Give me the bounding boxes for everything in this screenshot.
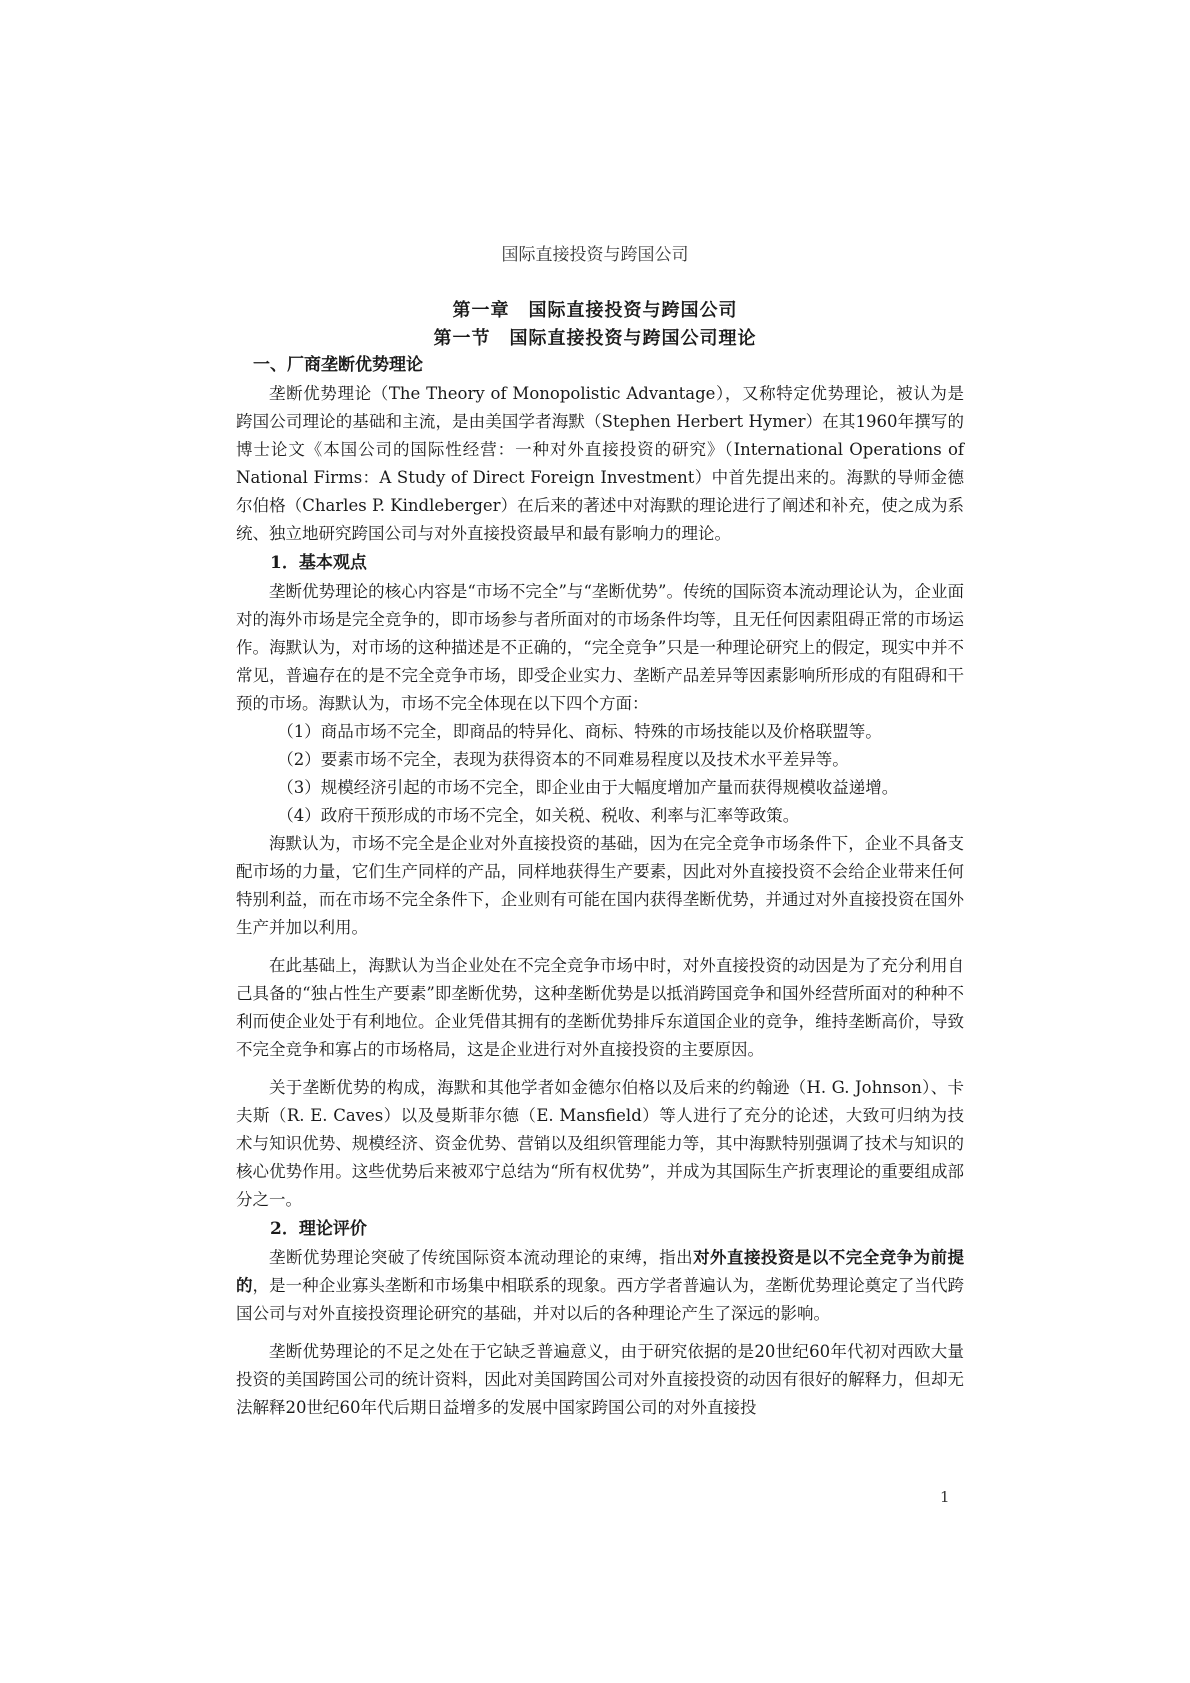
evaluation-emphasis: 对外直接投资是以不完全竞争为前提的 (236, 1248, 965, 1295)
paragraph-evaluation (236, 1244, 964, 1328)
paragraph-fdi-motive: 在此基础上，海默认为当企业处在不完全竞争市场中时，对外直接投资的动因是为了充分利用自己具备的“独占性生产要素”即垄断优势，这种垄断优势是以抵消跨国竞争和国外经营所面对的种种不利而使企业处于有利地位。企业凭借其拥有的垄断优势排斥东道国企业的竞争，维持垄断高价，导致不完全竞争和寡占的市场格局，这是企业进行对外直接投资的主要原因。 (236, 956, 964, 1059)
heading-monopolistic-advantage: 一、厂商垄断优势理论 (253, 355, 423, 375)
chapter-title: 第一章 国际直接投资与跨国公司 (452, 300, 738, 321)
body-text (236, 350, 964, 1422)
list-item: （1）商品市场不完全，即商品的特异化、商标、特殊的市场技能以及价格联盟等。 (277, 722, 882, 741)
paragraph-advantage-composition: 关于垄断优势的构成，海默和其他学者如金德尔伯格以及后来的约翰逊（H. G. Johnson）、卡夫斯（R. E. Caves）以及曼斯菲尔德（E. Mansfield）等人进行了充分的论述，大致可归纳为技术与知识优势、规模经济、资金优势、营销以及组织管理能力等，其中海默特别强调了技术与知识的核心优势作用。这些优势后来被邓宁总结为“所有权优势”，并成为其国际生产折衷理论的重要组成部分之一。 (236, 1078, 964, 1209)
paragraph-intro: 垄断优势理论（The Theory of Monopolistic Advantage），又称特定优势理论，被认为是跨国公司理论的基础和主流，是由美国学者海默（Stephen Herbert Hymer）在其1960年撰写的博士论文《本国公司的国际性经营：一种对外直接投资的研究》（International Operations of National Firms：A Study of Direct Foreign Investment）中首先提出来的。海默的导师金德尔伯格（Charles P. Kindleberger）在后来的著述中对海默的理论进行了阐述和补充，使之成为系统、独立地研究跨国公司与对外直接投资最早和最有影响力的理论。 (236, 384, 964, 543)
section-title: 第一节 国际直接投资与跨国公司理论 (433, 328, 757, 349)
list-item: （3）规模经济引起的市场不完全，即企业由于大幅度增加产量而获得规模收益递增。 (277, 778, 899, 797)
page-number: 1 (940, 1488, 950, 1506)
heading-basic-views: 1．基本观点 (270, 553, 367, 573)
running-header: 国际直接投资与跨国公司 (501, 245, 689, 265)
list-item: （2）要素市场不完全，表现为获得资本的不同难易程度以及技术水平差异等。 (277, 750, 849, 769)
list-item: （4）政府干预形成的市场不完全，如关税、税收、利率与汇率等政策。 (277, 806, 800, 825)
heading-theory-evaluation: 2．理论评价 (270, 1219, 367, 1239)
paragraph-fdi-basis: 海默认为，市场不完全是企业对外直接投资的基础，因为在完全竞争市场条件下，企业不具备支配市场的力量，它们生产同样的产品，同样地获得生产要素，因此对外直接投资不会给企业带来任何特别利益，而在市场不完全条件下，企业则有可能在国内获得垄断优势，并通过对外直接投资在国外生产并加以利用。 (236, 834, 964, 937)
paragraph-market-imperfection: 垄断优势理论的核心内容是“市场不完全”与“垄断优势”。传统的国际资本流动理论认为，企业面对的海外市场是完全竞争的，即市场参与者所面对的市场条件均等，且无任何因素阻碍正常的市场运作。海默认为，对市场的这种描述是不正确的，“完全竞争”只是一种理论研究上的假定，现实中并不常见，普遍存在的是不完全竞争市场，即受企业实力、垄断产品差异等因素影响所形成的有阻碍和干预的市场。海默认为，市场不完全体现在以下四个方面： (236, 582, 964, 713)
evaluation-text-b: ，是一种企业寡头垄断和市场集中相联系的现象。西方学者普遍认为，垄断优势理论奠定了当代跨国公司与对外直接投资理论研究的基础，并对以后的各种理论产生了深远的影响。 (236, 1276, 965, 1323)
evaluation-text-a: 垄断优势理论突破了传统国际资本流动理论的束缚，指出 (269, 1248, 694, 1267)
paragraph-limitations: 垄断优势理论的不足之处在于它缺乏普遍意义，由于研究依据的是20世纪60年代初对西欧大量投资的美国跨国公司的统计资料，因此对美国跨国公司对外直接投资的动因有很好的解释力，但却无法解释20世纪60年代后期日益增多的发展中国家跨国公司的对外直接投 (236, 1342, 964, 1417)
